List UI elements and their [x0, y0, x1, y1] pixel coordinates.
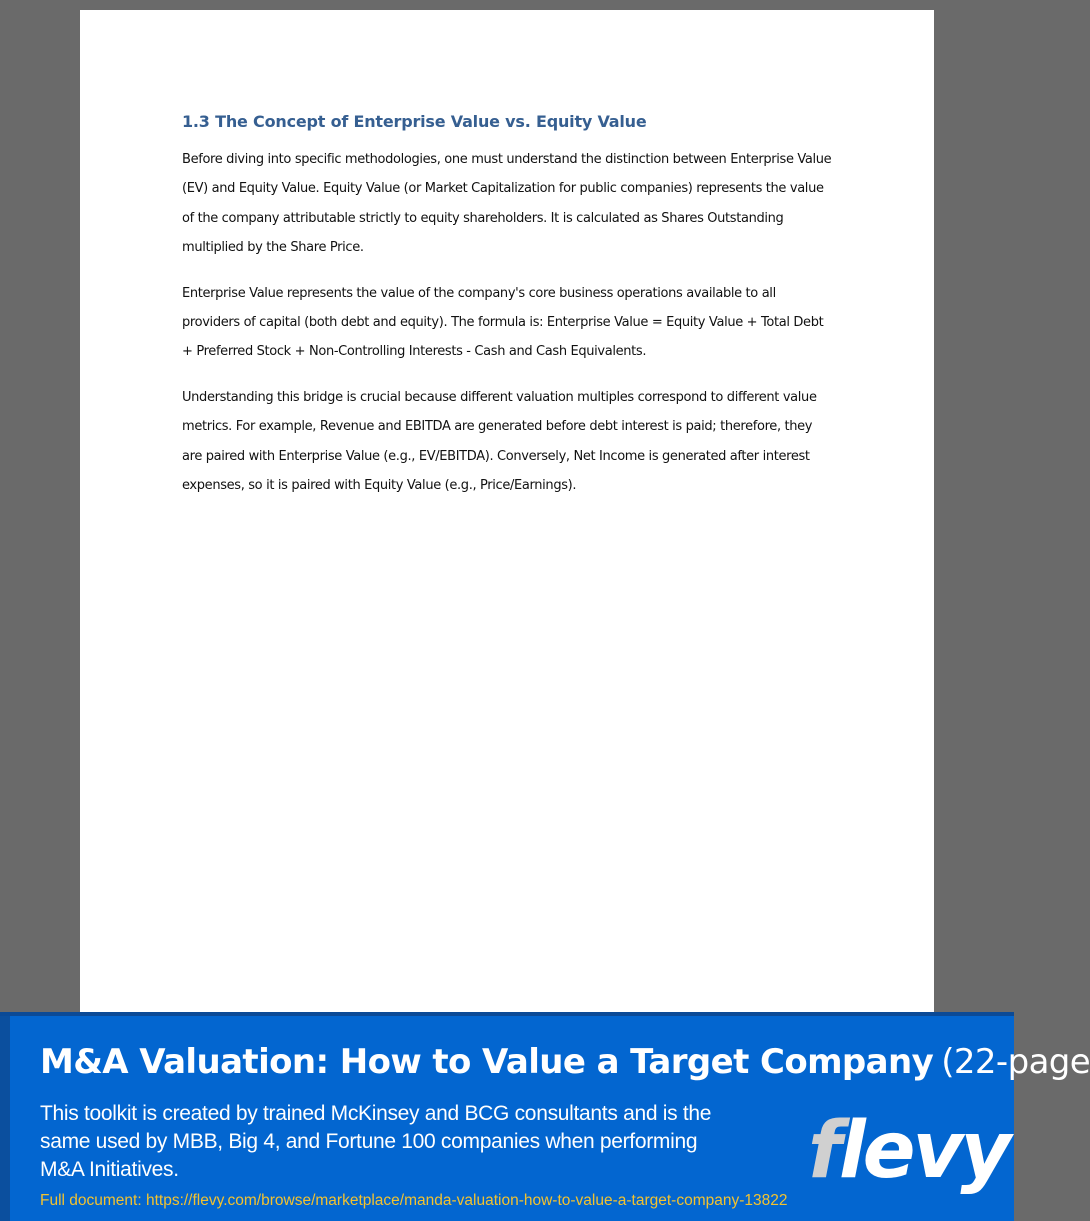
paragraph-1: Before diving into specific methodologies, one must understand the distinction between Enterprise Value (EV) and Equity Value. Equity Value (or Market Capitalization for public companies) represents the value of the company attributable strictly to equity shareholders. It is calculated as Shares Outstanding multiplied by the Share Price. — [182, 152, 832, 256]
paragraph-3: Understanding this bridge is crucial because different valuation multiples correspond to different value metrics. For example, Revenue and EBITDA are generated before debt interest is paid; therefore, they are paired with Enterprise Value (e.g., EV/EBITDA). Conversely, Net Income is generated after interest expenses, so it is paired with Equity Value (e.g., Price/Earnings). — [182, 389, 817, 494]
banner-title-pages: (22-page — [941, 1042, 1090, 1082]
document-content — [182, 112, 832, 516]
banner-description: This toolkit is created by trained McKinsey and BCG consultants and is the same used by MBB, Big 4, and Fortune 100 companies when performing M&A Initiatives. — [40, 1102, 712, 1181]
full-document-link[interactable] — [40, 1192, 788, 1210]
paragraph-2: Enterprise Value represents the value of the company's core business operations available to all providers of capital (both debt and equity). The formula is: Enterprise Value = Equity Value + Total Debt + Preferred Stock + Non-Controlling Interests - Cash and Cash Equivalents. — [182, 285, 824, 360]
banner-title-main: M&A Valuation: How to Value a Target Company — [40, 1042, 934, 1082]
logo-f: f — [808, 1106, 839, 1196]
full-document-link-text[interactable]: Full document: https://flevy.com/browse/marketplace/manda-valuation-how-to-value-a-target-company-13822 — [40, 1192, 788, 1209]
document-page — [80, 10, 934, 1040]
section-heading: 1.3 The Concept of Enterprise Value vs. Equity Value — [182, 112, 647, 131]
flevy-logo — [808, 1106, 1009, 1196]
promo-banner — [0, 1012, 1090, 1221]
logo-rest: levy — [838, 1106, 1009, 1196]
banner-edge — [0, 1016, 10, 1221]
banner-title — [40, 1042, 1090, 1082]
